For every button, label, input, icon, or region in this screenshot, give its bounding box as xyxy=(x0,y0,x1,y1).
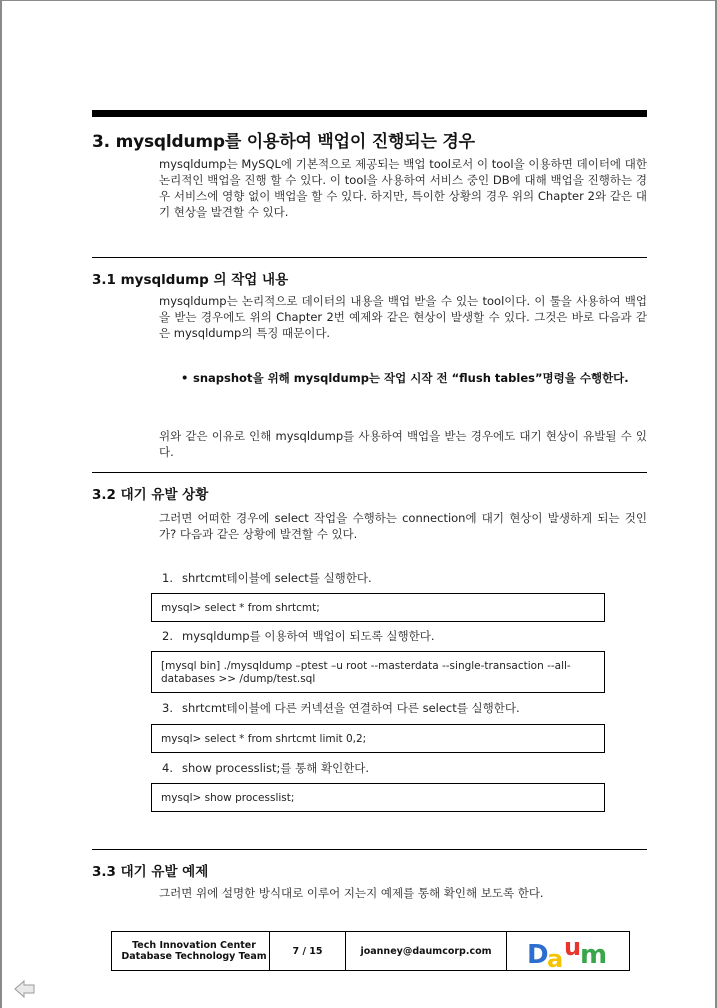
divider xyxy=(92,472,647,473)
step-1 xyxy=(162,570,372,586)
footer-team xyxy=(112,932,270,970)
step-number: 1. xyxy=(162,571,173,585)
section-title: 3. mysqldump를 이용하여 백업이 진행되는 경우 xyxy=(92,132,475,152)
bullet-item xyxy=(181,370,647,386)
footer-email: joanney@daumcorp.com xyxy=(346,932,507,970)
bullet-text: snapshot을 위해 mysqldump는 작업 시작 전 “flush tables”명령을 수행한다. xyxy=(193,371,629,385)
footer-team-line-1: Tech Innovation Center xyxy=(132,940,256,951)
logo-letter-d: D xyxy=(527,940,549,970)
footer-logo-cell xyxy=(507,932,629,973)
step-2 xyxy=(162,628,435,644)
subsection-3-1-paragraph: mysqldump는 논리적으로 데이터의 내용을 백업 받을 수 있는 tool이다. 이 툴을 사용하여 백업을 받는 경우에도 위의 Chapter 2번 예제와 같은 현상이 발생할 수 있다. 그것은 바로 다음과 같은 mysqldump의 특징 때문이다. xyxy=(159,294,647,340)
divider xyxy=(92,849,647,850)
top-divider xyxy=(92,110,647,117)
subsection-3-1-paragraph-2: 위와 같은 이유로 인해 mysqldump를 사용하여 백업을 받는 경우에도 대기 현상이 유발될 수 있다. xyxy=(159,429,647,459)
step-text: show processlist;를 통해 확인한다. xyxy=(182,761,370,775)
footer-page-number: 7 / 15 xyxy=(270,932,346,970)
bullet-dot-icon: • xyxy=(181,371,189,385)
code-block-4: mysql> show processlist; xyxy=(151,783,605,812)
code-block-1: mysql> select * from shrtcmt; xyxy=(151,593,605,622)
logo-letter-m: m xyxy=(580,940,608,970)
step-3 xyxy=(162,700,520,716)
page-footer xyxy=(111,931,630,971)
step-text: shrtcmt테이블에 select를 실행한다. xyxy=(182,571,372,585)
step-4 xyxy=(162,760,369,776)
section-intro: mysqldump는 MySQL에 기본적으로 제공되는 백업 tool로서 이 tool을 이용하면 데이터에 대한 논리적인 백업을 진행 할 수 있다. 이 tool을 사용하여 서비스 중인 DB에 대해 백업을 진행하는 경우 서비스에 영향 없이 백업을 할 수 있다. 하지만, 특이한 상황의 경우 위의 Chapter 2와 같은 대기 현상을 발견할 수 있다. xyxy=(159,157,647,219)
step-text: mysqldump를 이용하여 백업이 되도록 실행한다. xyxy=(182,629,435,643)
logo-letter-a: a xyxy=(547,945,564,973)
subsection-3-3-paragraph: 그러면 위에 설명한 방식대로 이루어 지는지 예제를 통해 확인해 보도록 한다. xyxy=(159,886,544,900)
back-arrow-icon[interactable] xyxy=(14,980,36,998)
step-text: shrtcmt테이블에 다른 커넥션을 연결하여 다른 select를 실행한다. xyxy=(182,701,520,715)
logo-letter-u: u xyxy=(564,933,582,961)
subsection-title-3-3: 3.3 대기 유발 예제 xyxy=(92,864,209,880)
step-number: 4. xyxy=(162,761,173,775)
code-block-2: [mysql bin] ./mysqldump –ptest –u root --masterdata --single-transaction --all-databases >> /dump/test.sql xyxy=(151,651,605,693)
code-block-3: mysql> select * from shrtcmt limit 0,2; xyxy=(151,724,605,753)
subsection-3-2-paragraph: 그러면 어떠한 경우에 select 작업을 수행하는 connection에 대기 현상이 발생하게 되는 것인가? 다음과 같은 상황에 발견할 수 있다. xyxy=(159,511,647,541)
divider xyxy=(92,257,647,258)
step-number: 2. xyxy=(162,629,173,643)
subsection-title-3-2: 3.2 대기 유발 상황 xyxy=(92,487,209,503)
subsection-title-3-1: 3.1 mysqldump 의 작업 내용 xyxy=(92,272,289,288)
footer-team-line-2: Database Technology Team xyxy=(121,951,267,962)
step-number: 3. xyxy=(162,701,173,715)
daum-logo xyxy=(525,933,611,973)
